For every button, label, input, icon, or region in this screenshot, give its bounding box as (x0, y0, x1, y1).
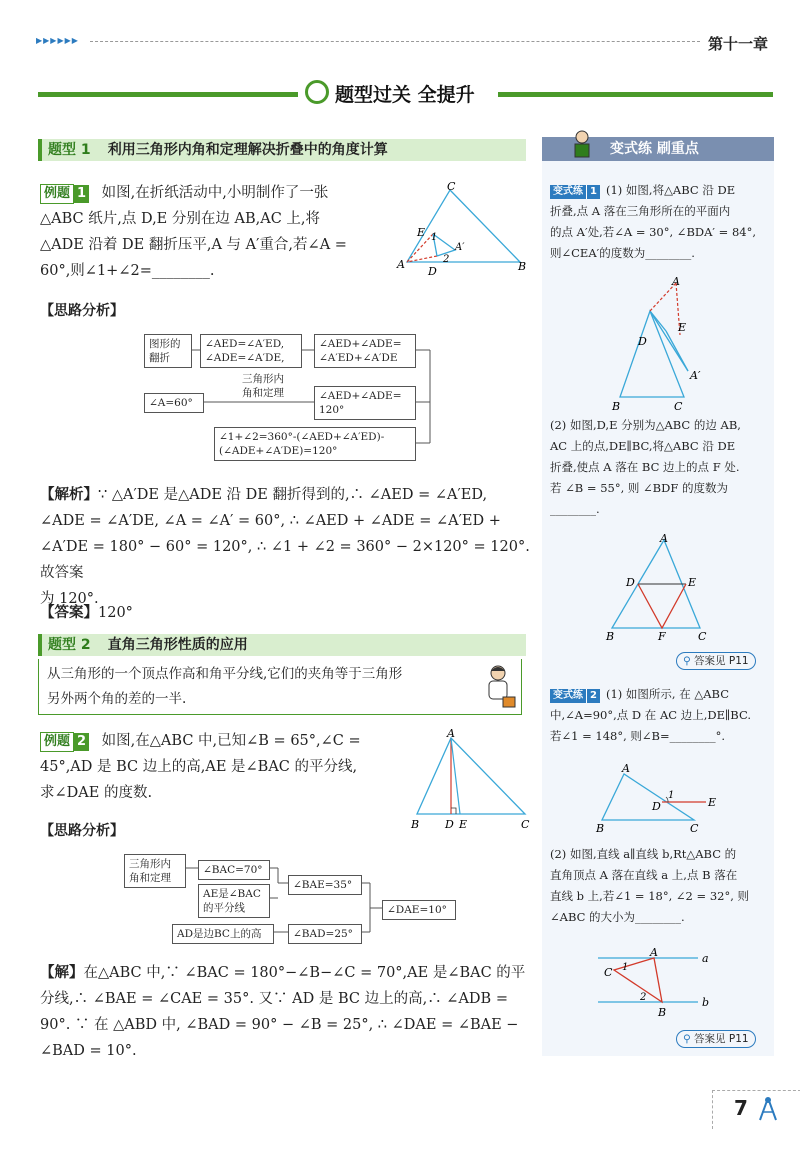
type2-title: 直角三角形性质的应用 (107, 637, 248, 653)
flow2-box-bisector: AE是∠BAC 的平分线 (198, 884, 270, 918)
side1-label: 变式练 (550, 185, 586, 199)
student-icon (570, 129, 594, 159)
svg-text:A: A (650, 946, 658, 959)
svg-text:A′: A′ (455, 242, 465, 253)
type2-band (38, 634, 526, 656)
example1-line-2: △ABC 纸片,点 D,E 分别在边 AB,AC 上,将 (40, 211, 321, 227)
side2-figure-1 (590, 762, 730, 837)
svg-text:E: E (688, 576, 697, 589)
side2-p2-line-3: 直线 b 上,若∠1 = 18°, ∠2 = 32°, 则 (550, 889, 750, 903)
side1-figure-2 (600, 532, 715, 644)
example1-line-3: △ADE 沿着 DE 翻折压平,A 与 A′重合,若∠A = (40, 237, 347, 253)
side2-line-3: 若∠1 = 148°, 则∠B=________°. (550, 729, 726, 743)
page-number: 7 (734, 1096, 748, 1120)
example2-text-1: 如图,在△ABC 中,已知∠B = 65°,∠C = (101, 733, 361, 749)
side2-line-1: 变式练 2 (1) 如图所示, 在 △ABC (550, 684, 770, 705)
analysis1-label: 【思路分析】 (40, 303, 124, 319)
flow1-theorem: 三角形内 角和定理 (242, 373, 284, 399)
example1-num: 1 (74, 185, 89, 203)
svg-text:D: D (445, 818, 454, 831)
type1-label: 题型 1 (48, 142, 91, 158)
flow2-box-theorem: 三角形内 角和定理 (124, 854, 186, 888)
answer1 (40, 600, 133, 626)
flow1-box-sum: ∠AED+∠ADE= ∠A′ED+∠A′DE (314, 334, 416, 368)
solution2-line-4: ∠BAD = 10°. (40, 1043, 137, 1059)
example2-line-1 (40, 728, 410, 754)
type1-title: 利用三角形内角和定理解决折叠中的角度计算 (107, 142, 388, 158)
type1-band (38, 139, 526, 161)
side1-line-1: 变式练 1 (1) 如图,将△ABC 沿 DE (550, 180, 770, 201)
svg-text:B: B (612, 400, 621, 413)
side2-answer-ref[interactable]: ⚲ 答案见 P11 (676, 1030, 756, 1048)
solution1-label: 【解析】 (40, 487, 98, 503)
solution2-line-1: 【解】在△ABC 中,∵ ∠BAC = 180°−∠B−∠C = 70°,AE 是∠BAC 的平 (40, 965, 526, 981)
solution2-label: 【解】 (40, 965, 84, 981)
solution1-line-3: ∠A′DE = 180° − 60° = 120°, ∴ ∠1 + ∠2 = 360° − 2×120° = 120°. 故答案 (40, 539, 530, 581)
solution2 (40, 960, 530, 1064)
svg-text:E: E (708, 796, 717, 809)
banner-logo-icon (305, 80, 329, 104)
side1-answer-ref[interactable]: ⚲ 答案见 P11 (676, 652, 756, 670)
svg-text:E: E (417, 226, 426, 239)
svg-text:E: E (678, 321, 687, 334)
answer1-label: 【答案】 (40, 605, 98, 621)
flow1-box-fold: 图形的 翻折 (144, 334, 192, 368)
side1-part1 (550, 180, 770, 264)
banner-line-left (38, 92, 298, 97)
svg-text:F: F (658, 630, 666, 643)
svg-text:B: B (411, 818, 420, 831)
svg-text:C: C (521, 818, 530, 831)
pin-icon: ⚲ (683, 1033, 691, 1045)
side1-num: 1 (586, 185, 600, 199)
svg-text:D: D (428, 265, 437, 278)
side2-p2-line-2: 直角顶点 A 落在直线 a 上,点 B 落在 (550, 868, 738, 882)
flow1-box-120: ∠AED+∠ADE= 120° (314, 386, 416, 420)
example2-num: 2 (74, 733, 89, 751)
side2-p2-line-1: (2) 如图,直线 a∥直线 b,Rt△ABC 的 (550, 847, 737, 861)
side1-p2-line-4: 若 ∠B = 55°, 则 ∠BDF 的度数为 (550, 481, 728, 495)
side1-line-3: 的点 A′处,若∠A = 30°, ∠BDA′ = 84°, (550, 225, 757, 239)
svg-text:1: 1 (668, 790, 675, 801)
header-rule (90, 41, 700, 42)
type2-tip (38, 659, 522, 715)
svg-text:A′: A′ (690, 369, 701, 382)
svg-text:E: E (459, 818, 468, 831)
flow1 (140, 328, 440, 463)
side2-p2-line-4: ∠ABC 的大小为________. (550, 910, 685, 924)
svg-text:C: C (698, 630, 707, 643)
example2-line-2: 45°,AD 是 BC 边上的高,AE 是∠BAC 的平分线, (40, 759, 358, 775)
side1-p2-line-2: AC 上的点,DE∥BC,将△ABC 沿 DE (550, 439, 736, 453)
svg-text:C: C (674, 400, 683, 413)
flow2-box-dae: ∠DAE=10° (382, 900, 456, 920)
solution2-line-2: 分线,∴ ∠BAE = ∠CAE = 35°. 又∵ AD 是 BC 边上的高,∴ ∠ADB = (40, 991, 508, 1007)
svg-text:A: A (622, 762, 630, 775)
svg-text:D: D (652, 800, 661, 813)
banner-line-right (498, 92, 773, 97)
pin-icon: ⚲ (683, 655, 691, 667)
solution1 (40, 482, 530, 612)
answer1-value: 120° (98, 605, 133, 621)
side2-part1 (550, 684, 770, 747)
flow1-box-equal: ∠AED=∠A′ED, ∠ADE=∠A′DE, (200, 334, 302, 368)
side1-line-2: 折叠,点 A 落在三角形所在的平面内 (550, 204, 731, 218)
chapter-label: 第十一章 (708, 35, 769, 53)
svg-text:D: D (626, 576, 635, 589)
example1-line-4: 60°,则∠1+∠2=________. (40, 263, 215, 279)
svg-text:B: B (658, 1006, 667, 1019)
svg-text:B: B (606, 630, 615, 643)
example1-figure (395, 180, 530, 280)
side1-line-4: 则∠CEA′的度数为________. (550, 246, 695, 260)
example1 (40, 180, 390, 284)
side1-p2-line-5: ________. (550, 502, 600, 516)
example2-label: 例题 (40, 732, 74, 752)
svg-text:C: C (604, 966, 613, 979)
side2-line-2: 中,∠A=90°,点 D 在 AC 边上,DE∥BC. (550, 708, 752, 722)
solution2-line-3: 90°. ∵ 在 △ABD 中, ∠BAD = 90° − ∠B = 25°, ∴ ∠DAE = ∠BAE − (40, 1017, 519, 1033)
svg-text:a: a (702, 952, 709, 965)
example2-line-3: 求∠DAE 的度数. (40, 785, 153, 801)
analysis2-label: 【思路分析】 (40, 823, 124, 839)
svg-text:A: A (660, 532, 668, 545)
header-dots: ▶▶▶▶▶▶ (36, 36, 79, 45)
type2-tip-line-1: 从三角形的一个顶点作高和角平分线,它们的夹角等于三角形 (47, 666, 403, 682)
side2-part2 (550, 844, 770, 928)
side2-figure-2 (592, 944, 722, 1020)
solution1-line-2: ∠ADE = ∠A′DE, ∠A = ∠A′ = 60°, ∴ ∠AED + ∠ADE = ∠A′ED + (40, 513, 501, 529)
svg-text:b: b (702, 996, 710, 1009)
svg-text:2: 2 (443, 254, 450, 265)
svg-text:B: B (518, 260, 527, 273)
example1-text-1: 如图,在折纸活动中,小明制作了一张 (101, 185, 329, 201)
svg-text:A: A (447, 728, 455, 740)
flow2-box-altitude: AD是边BC上的高 (172, 924, 274, 944)
flow2-box-bad: ∠BAD=25° (288, 924, 362, 944)
svg-text:2: 2 (640, 992, 647, 1003)
flow2 (120, 848, 460, 948)
flow2-box-bae: ∠BAE=35° (288, 875, 362, 895)
solution1-line-4: 为 120°. (40, 591, 99, 607)
example1-label: 例题 (40, 184, 74, 204)
example2 (40, 728, 410, 806)
svg-text:A: A (672, 275, 680, 288)
side1-figure-1 (600, 275, 710, 415)
type2-label: 题型 2 (48, 637, 91, 653)
side-banner-title: 变式练 刷重点 (610, 141, 699, 157)
thinker-figure-icon (479, 663, 517, 709)
flow1-box-angle-a: ∠A=60° (144, 393, 204, 413)
side1-p2-line-1: (2) 如图,D,E 分别为△ABC 的边 AB, (550, 418, 741, 432)
svg-text:B: B (596, 822, 605, 835)
banner-title: 题型过关 全提升 (335, 84, 475, 106)
type2-tip-line-2: 另外两个角的差的一半. (47, 691, 187, 707)
svg-text:C: C (690, 822, 699, 835)
side1-p2-line-3: 折叠,使点 A 落在 BC 边上的点 F 处. (550, 460, 740, 474)
svg-text:A: A (397, 258, 405, 271)
flow1-box-result: ∠1+∠2=360°-(∠AED+∠A′ED)- (∠ADE+∠A′DE)=120° (214, 427, 416, 461)
svg-text:C: C (447, 180, 456, 193)
side-banner (542, 137, 774, 161)
example1-line-1 (40, 180, 390, 206)
flow2-box-bac: ∠BAC=70° (198, 860, 270, 880)
side2-label: 变式练 (550, 689, 586, 703)
solution1-line-1: 【解析】∵ △A′DE 是△ADE 沿 DE 翻折得到的,∴ ∠AED = ∠A′ED, (40, 487, 488, 503)
svg-text:D: D (638, 335, 647, 348)
example2-figure (405, 728, 535, 833)
side1-part2 (550, 415, 770, 520)
svg-text:1: 1 (431, 232, 438, 243)
side2-num: 2 (586, 689, 600, 703)
compass-icon (756, 1096, 780, 1126)
svg-text:1: 1 (622, 962, 629, 973)
